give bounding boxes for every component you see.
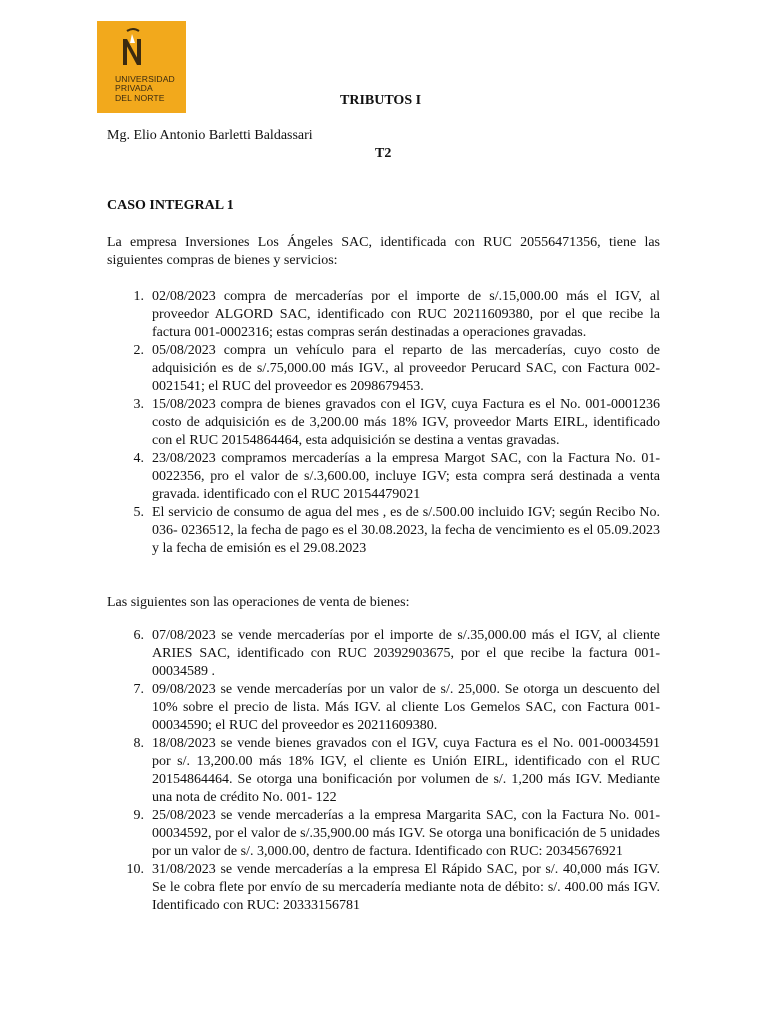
item-text: 25/08/2023 se vende mercaderías a la empresa Margarita SAC, con la Factura No. 001-00034592, por el valor de s/.35,900.00 más IGV. Se otorga una bonificación de 5 unidades por un valor de s/. 3,000.00, dentro de factura. Identificado con RUC: 20345676921 [152,808,660,859]
item-text: 07/08/2023 se vende mercaderías por el importe de s/.35,000.00 más el IGV, al cliente ARIES SAC, identificado con RUC 20392903675, por el que recibe la factura 001-00034589 . [152,628,660,679]
item-number: 5. [133,505,144,520]
purchases-list [107,288,660,558]
logo-line-1: UNIVERSIDAD [115,74,175,84]
sales-intro: Las siguientes son las operaciones de venta de bienes: [107,595,410,610]
list-item [107,735,660,807]
list-item [107,807,660,861]
item-number: 2. [133,343,144,358]
item-number: 6. [133,628,144,643]
item-number: 9. [133,808,144,823]
case-title: CASO INTEGRAL 1 [107,198,234,213]
intro-paragraph: La empresa Inversiones Los Ángeles SAC, identificada con RUC 20556471356, tiene las siguientes compras de bienes y servicios: [107,235,660,268]
list-item [107,627,660,681]
list-item [107,288,660,342]
list-item [107,396,660,450]
item-number: 4. [133,451,144,466]
item-text: El servicio de consumo de agua del mes , es de s/.500.00 incluido IGV; según Recibo No. 036- 0236512, la fecha de pago es el 30.08.2023, la fecha de vencimiento es el 05.09.2023 y la fecha de emisión es el 29.08.2023 [152,505,660,556]
list-item [107,342,660,396]
item-text: 15/08/2023 compra de bienes gravados con el IGV, cuya Factura es el No. 001-0001236 costo de adquisición es de 3,200.00 más 18% IGV, proveedor Marts EIRL, identificado con el RUC 20154864464, esta adquisición se destina a ventas gravadas. [152,397,660,448]
list-item [107,450,660,504]
item-number: 1. [133,289,144,304]
item-number: 10. [126,862,144,877]
item-number: 3. [133,397,144,412]
item-text: 02/08/2023 compra de mercaderías por el importe de s/.15,000.00 más el IGV, al proveedor ALGORD SAC, identificado con RUC 20211609380, por el que recibe la factura 001-0002316; estas compras serán destinadas a operaciones gravadas. [152,289,660,340]
sales-list [107,627,660,915]
university-logo [97,21,186,113]
list-item [107,504,660,558]
logo-line-3: DEL NORTE [115,92,165,103]
logo-text [115,75,185,103]
item-text: 09/08/2023 se vende mercaderías por un valor de s/. 25,000. Se otorga un descuento del 10% sobre el precio de lista. Más IGV. al cliente Los Gemelos SAC, con Factura 001-00034590; el RUC del proveedor es 20211609380. [152,682,660,733]
task-label: T2 [375,146,392,161]
item-number: 8. [133,736,144,751]
course-title: TRIBUTOS I [340,93,422,108]
item-number: 7. [133,682,144,697]
teacher-name: Mg. Elio Antonio Barletti Baldassari [107,128,313,143]
item-text: 23/08/2023 compramos mercaderías a la empresa Margot SAC, con la Factura No. 01-0022356, pro el valor de s/.3,600.00, incluye IGV; esta compra será destinada a venta gravada. identificado con el RUC 20154479021 [152,451,660,502]
item-text: 18/08/2023 se vende bienes gravados con el IGV, cuya Factura es el No. 001-00034591 por s/. 13,200.00 más 18% IGV, el cliente es Unión EIRL, identificado con el RUC 20154864464. Se otorga una bonificación por volumen de s/. 1,200 más IGV. Mediante una nota de crédito No. 001- 122 [152,736,660,805]
logo-line-2: PRIVADA [115,83,153,94]
list-item [107,681,660,735]
item-text: 31/08/2023 se vende mercaderías a la empresa El Rápido SAC, por s/. 40,000 más IGV. Se le cobra flete por envío de su mercadería mediante nota de débito: s/. 400.00 más IGV. Identificado con RUC: 20333156781 [152,862,660,913]
item-text: 05/08/2023 compra un vehículo para el reparto de las mercaderías, cuyo costo de adquisición es de s/.75,000.00 más IGV., al proveedor Perucard SAC, con Factura 002-0021541; el RUC del proveedor es 2098679453. [152,343,660,394]
list-item [107,861,660,915]
